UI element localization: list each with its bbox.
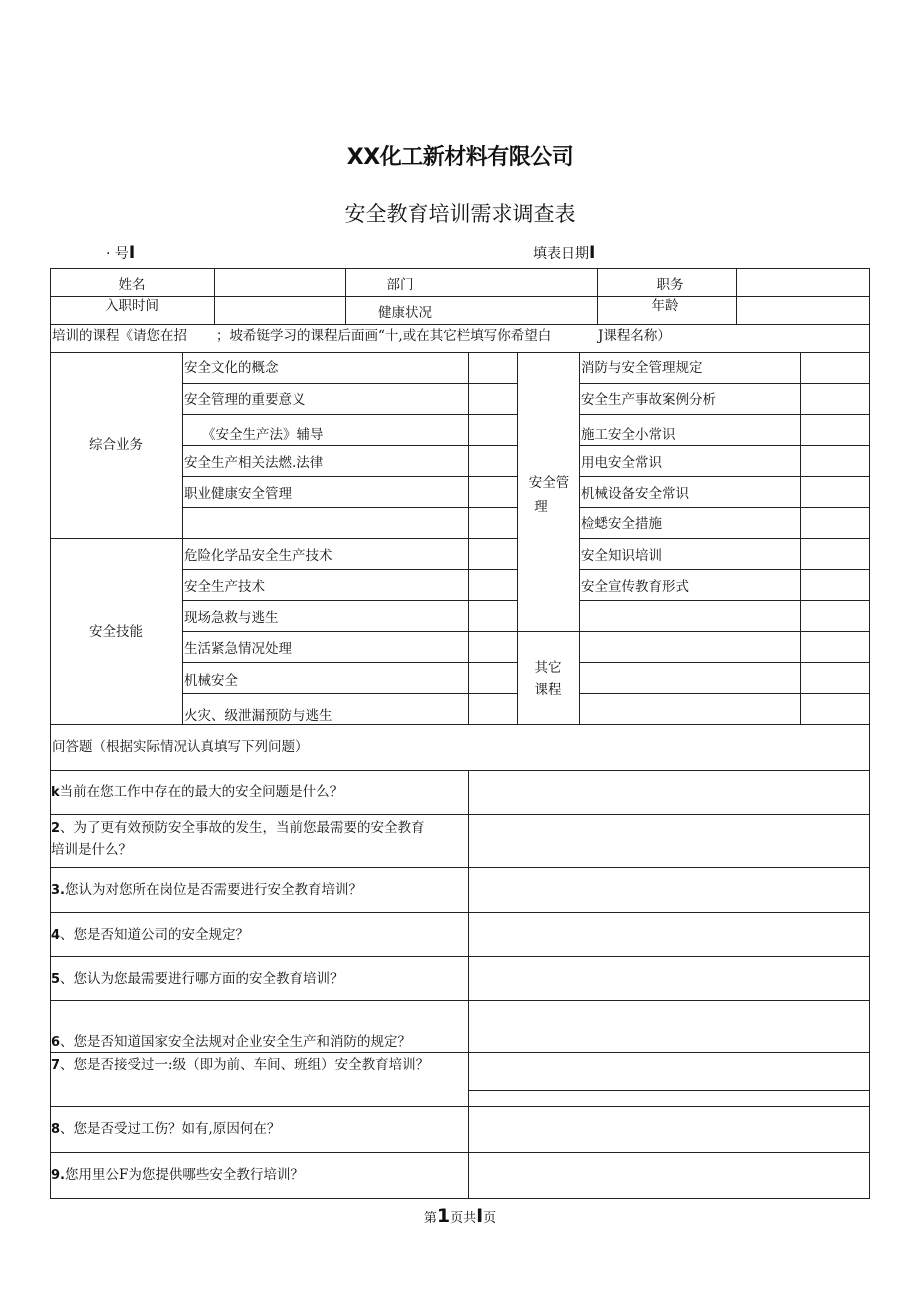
- form-title: 安全教育培训需求调查表: [344, 202, 576, 226]
- question-2: 2、为了更有效预防安全事故的发生，当前您最需要的安全教育: [51, 820, 425, 836]
- course-item: 施工安全小常识: [581, 427, 676, 443]
- page-number: 第1页共I页: [423, 1205, 497, 1227]
- course-item: 职业健康安全管理: [184, 486, 292, 502]
- course-item: 安全生产事故案例分析: [581, 392, 716, 408]
- category-management-2: 理: [534, 499, 548, 515]
- course-item: 生活紧急情况处理: [184, 641, 292, 657]
- category-other-2: 课程: [534, 682, 562, 698]
- name-label: 姓名: [118, 277, 146, 293]
- company-name: XX化工新材料有限公司: [346, 145, 574, 170]
- health-label: 健康状况: [378, 305, 432, 321]
- course-item: 消防与安全管理规定: [581, 360, 703, 376]
- course-item: 安全管理的重要意义: [184, 392, 306, 408]
- course-item: 火灾、级泄漏预防与逃生: [184, 708, 333, 724]
- qa-title: 问答题（根据实际情况认真填写下列问题）: [52, 739, 309, 755]
- category-other-1: 其它: [534, 660, 562, 676]
- course-item: 机械安全: [184, 673, 238, 689]
- form-number-mark: I: [128, 243, 136, 263]
- question-4: 4、您是否知道公司的安全规定？: [51, 927, 250, 943]
- question-6: 6、您是否知道国家安全法规对企业安全生产和消防的规定？: [51, 1034, 412, 1050]
- question-8: 8、您是否受过工伤？如有,原因何在？: [51, 1121, 281, 1137]
- course-item: 安全生产相关法燃.法律: [184, 455, 324, 471]
- course-item: 用电安全常识: [581, 455, 662, 471]
- form-number-label: · 号: [106, 246, 129, 262]
- course-item: 检蟋安全措施: [581, 516, 662, 532]
- question-9: 9.您用里公F为您提供哪些安全教行培训？: [51, 1167, 304, 1183]
- course-item: 安全生产技术: [184, 579, 265, 595]
- question-7: 7、您是否接受过一:级（即为前、车间、班组）安全教育培训？: [51, 1057, 430, 1073]
- course-item: 安全宣传教育形式: [581, 579, 689, 595]
- question-3: 3.您认为对您所在岗位是否需要进行安全教育培训？: [51, 882, 362, 898]
- instruction-part1: 培训的课程《请您在招: [52, 328, 187, 344]
- instruction-part2: ；坡希铤学习的课程后面画“十,或在其它栏填写你希望白: [216, 328, 552, 344]
- course-item: 安全知识培训: [581, 548, 662, 564]
- position-label: 职务: [656, 277, 684, 293]
- course-item: 安全文化的概念: [184, 360, 279, 376]
- instruction-part3: J课程名称）: [598, 328, 671, 344]
- entry-date-label: 入职时间: [105, 298, 159, 314]
- fill-date: [533, 243, 595, 263]
- course-item: 危险化学品安全生产技术: [184, 548, 333, 564]
- fill-date-label: 填表日期: [533, 246, 589, 262]
- age-label: 年龄: [651, 298, 679, 314]
- course-item: 机械设备安全常识: [581, 486, 689, 502]
- question-5: 5、您认为您最需要进行哪方面的安全教育培训？: [51, 971, 344, 987]
- course-item: 《安全生产法》辅导: [202, 427, 324, 443]
- question-1: k当前在您工作中存在的最大的安全问题是什么？: [51, 784, 344, 800]
- category-skills: 安全技能: [89, 624, 143, 640]
- question-2-cont: 培训是什么？: [51, 842, 132, 858]
- course-item: 现场急救与逃生: [184, 610, 279, 626]
- form-number: [106, 243, 135, 263]
- category-general: 综合业务: [89, 437, 143, 453]
- department-label: 部门: [386, 277, 414, 293]
- category-management-1: 安全管: [528, 475, 570, 491]
- fill-date-mark: I: [589, 243, 596, 263]
